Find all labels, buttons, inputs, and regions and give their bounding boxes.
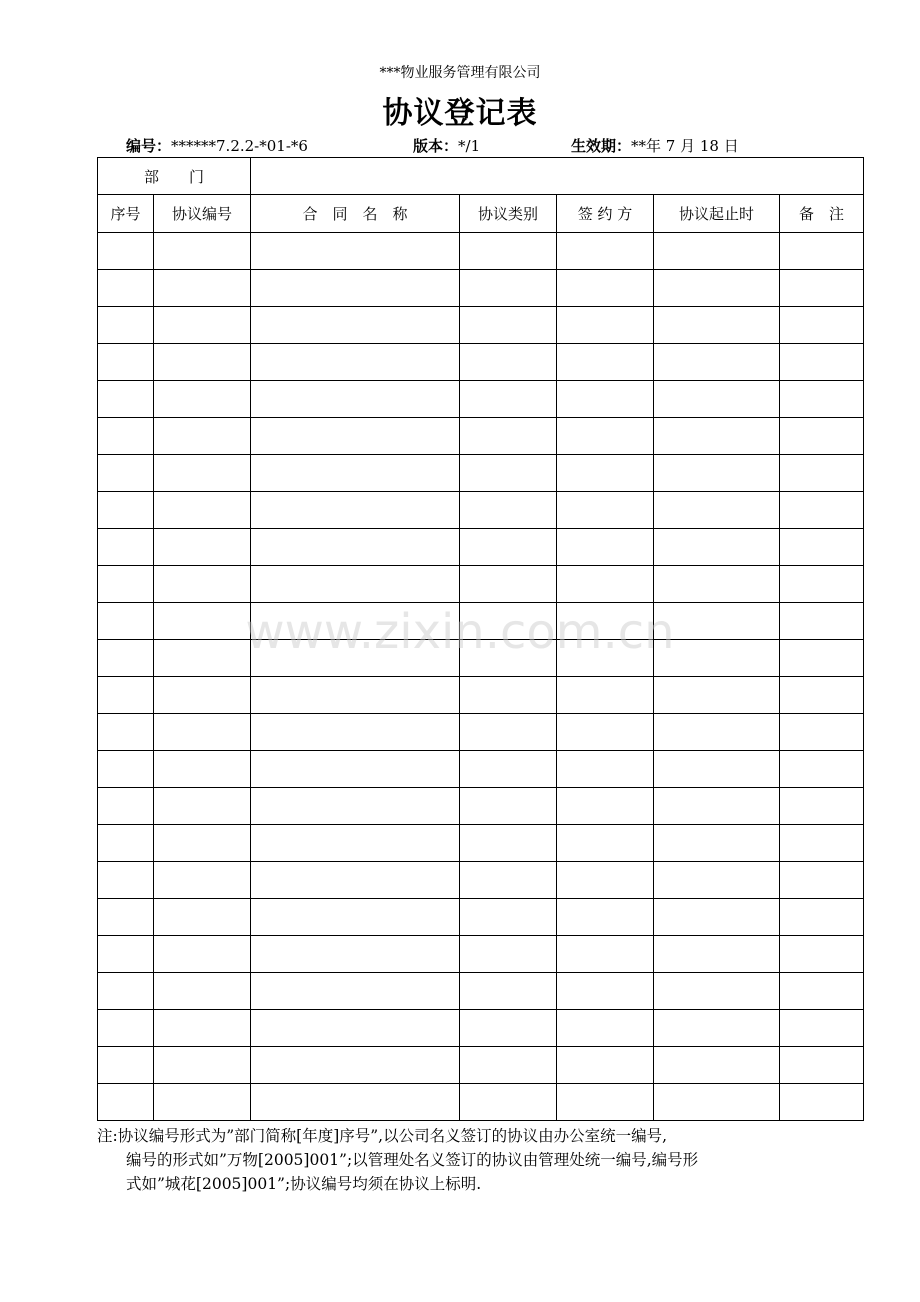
table-row <box>98 751 864 788</box>
cell-agreement-type[interactable] <box>460 862 557 899</box>
cell-contract-name[interactable] <box>251 751 460 788</box>
cell-remarks[interactable] <box>780 973 864 1010</box>
cell-agreement-no[interactable] <box>154 1084 251 1121</box>
cell-period[interactable] <box>654 973 780 1010</box>
cell-remarks[interactable] <box>780 418 864 455</box>
cell-signatory[interactable] <box>557 899 654 936</box>
cell-contract-name[interactable] <box>251 862 460 899</box>
cell-agreement-no[interactable] <box>154 640 251 677</box>
cell-remarks[interactable] <box>780 603 864 640</box>
cell-agreement-no[interactable] <box>154 825 251 862</box>
table-row <box>98 1010 864 1047</box>
cell-contract-name[interactable] <box>251 270 460 307</box>
cell-remarks[interactable] <box>780 1010 864 1047</box>
col-header-remarks: 备 注 <box>780 195 864 233</box>
col-header-agreement-type: 协议类别 <box>460 195 557 233</box>
cell-agreement-type[interactable] <box>460 788 557 825</box>
cell-seq[interactable] <box>98 825 154 862</box>
cell-signatory[interactable] <box>557 455 654 492</box>
footnote-line-3: 式如”城花[2005]001”;协议编号均须在协议上标明. <box>126 1175 482 1193</box>
cell-agreement-type[interactable] <box>460 1047 557 1084</box>
cell-remarks[interactable] <box>780 1084 864 1121</box>
cell-agreement-type[interactable] <box>460 603 557 640</box>
table-row <box>98 1084 864 1121</box>
cell-seq[interactable] <box>98 899 154 936</box>
cell-signatory[interactable] <box>557 677 654 714</box>
page-title: 协议登记表 <box>382 96 538 131</box>
form-version-label: 版本： <box>413 137 459 155</box>
cell-remarks[interactable] <box>780 751 864 788</box>
cell-seq[interactable] <box>98 936 154 973</box>
cell-signatory[interactable] <box>557 640 654 677</box>
cell-contract-name[interactable] <box>251 455 460 492</box>
cell-period[interactable] <box>654 1084 780 1121</box>
table-row <box>98 677 864 714</box>
effective-date-value: **年 7 月 18 日 <box>631 137 739 155</box>
cell-period[interactable] <box>654 677 780 714</box>
cell-remarks[interactable] <box>780 455 864 492</box>
cell-period[interactable] <box>654 381 780 418</box>
cell-signatory[interactable] <box>557 1010 654 1047</box>
cell-seq[interactable] <box>98 640 154 677</box>
cell-seq[interactable] <box>98 788 154 825</box>
cell-signatory[interactable] <box>557 270 654 307</box>
cell-remarks[interactable] <box>780 677 864 714</box>
cell-agreement-no[interactable] <box>154 862 251 899</box>
cell-signatory[interactable] <box>557 751 654 788</box>
cell-agreement-type[interactable] <box>460 936 557 973</box>
cell-agreement-type[interactable] <box>460 677 557 714</box>
cell-contract-name[interactable] <box>251 788 460 825</box>
cell-signatory[interactable] <box>557 492 654 529</box>
cell-seq[interactable] <box>98 1010 154 1047</box>
cell-period[interactable] <box>654 788 780 825</box>
table-row <box>98 233 864 270</box>
form-code <box>126 135 308 156</box>
cell-agreement-no[interactable] <box>154 1047 251 1084</box>
cell-remarks[interactable] <box>780 788 864 825</box>
cell-seq[interactable] <box>98 381 154 418</box>
cell-contract-name[interactable] <box>251 1084 460 1121</box>
cell-agreement-type[interactable] <box>460 566 557 603</box>
col-header-agreement-no: 协议编号 <box>154 195 251 233</box>
cell-agreement-no[interactable] <box>154 1010 251 1047</box>
table-row <box>98 640 864 677</box>
cell-agreement-type[interactable] <box>460 381 557 418</box>
cell-agreement-no[interactable] <box>154 936 251 973</box>
cell-contract-name[interactable] <box>251 936 460 973</box>
cell-seq[interactable] <box>98 233 154 270</box>
cell-signatory[interactable] <box>557 418 654 455</box>
cell-seq[interactable] <box>98 603 154 640</box>
table-row <box>98 270 864 307</box>
agreement-register-table <box>97 157 864 1121</box>
cell-period[interactable] <box>654 714 780 751</box>
cell-agreement-type[interactable] <box>460 492 557 529</box>
cell-contract-name[interactable] <box>251 825 460 862</box>
cell-agreement-type[interactable] <box>460 344 557 381</box>
table-row <box>98 566 864 603</box>
cell-agreement-type[interactable] <box>460 418 557 455</box>
cell-seq[interactable] <box>98 455 154 492</box>
cell-period[interactable] <box>654 640 780 677</box>
table-row <box>98 788 864 825</box>
cell-agreement-no[interactable] <box>154 899 251 936</box>
cell-remarks[interactable] <box>780 492 864 529</box>
cell-seq[interactable] <box>98 566 154 603</box>
cell-period[interactable] <box>654 1010 780 1047</box>
cell-seq[interactable] <box>98 529 154 566</box>
cell-contract-name[interactable] <box>251 529 460 566</box>
cell-contract-name[interactable] <box>251 899 460 936</box>
cell-signatory[interactable] <box>557 529 654 566</box>
cell-signatory[interactable] <box>557 233 654 270</box>
table-row <box>98 418 864 455</box>
cell-remarks[interactable] <box>780 566 864 603</box>
table-row <box>98 492 864 529</box>
cell-contract-name[interactable] <box>251 973 460 1010</box>
cell-agreement-no[interactable] <box>154 418 251 455</box>
cell-agreement-no[interactable] <box>154 714 251 751</box>
cell-seq[interactable] <box>98 307 154 344</box>
cell-agreement-no[interactable] <box>154 566 251 603</box>
cell-signatory[interactable] <box>557 566 654 603</box>
cell-contract-name[interactable] <box>251 1047 460 1084</box>
cell-period[interactable] <box>654 566 780 603</box>
cell-seq[interactable] <box>98 1047 154 1084</box>
cell-period[interactable] <box>654 492 780 529</box>
cell-signatory[interactable] <box>557 307 654 344</box>
cell-seq[interactable] <box>98 418 154 455</box>
watermark: www.zixin.com.cn <box>245 604 675 660</box>
cell-remarks[interactable] <box>780 270 864 307</box>
cell-agreement-no[interactable] <box>154 603 251 640</box>
cell-period[interactable] <box>654 603 780 640</box>
cell-agreement-type[interactable] <box>460 1010 557 1047</box>
col-header-seq: 序号 <box>98 195 154 233</box>
cell-contract-name[interactable] <box>251 1010 460 1047</box>
table-row <box>98 714 864 751</box>
cell-contract-name[interactable] <box>251 603 460 640</box>
cell-remarks[interactable] <box>780 862 864 899</box>
cell-remarks[interactable] <box>780 899 864 936</box>
cell-seq[interactable] <box>98 862 154 899</box>
department-row <box>98 158 864 195</box>
cell-period[interactable] <box>654 455 780 492</box>
cell-agreement-type[interactable] <box>460 714 557 751</box>
cell-contract-name[interactable] <box>251 492 460 529</box>
cell-contract-name[interactable] <box>251 640 460 677</box>
cell-remarks[interactable] <box>780 381 864 418</box>
cell-seq[interactable] <box>98 751 154 788</box>
footnote-line-1: 注:协议编号形式为”部门简称[年度]序号”,以公司名义签订的协议由办公室统一编号, <box>97 1127 668 1145</box>
cell-remarks[interactable] <box>780 714 864 751</box>
form-code-value: ******7.2.2-*01-*6 <box>171 137 308 155</box>
cell-signatory[interactable] <box>557 862 654 899</box>
table-row <box>98 307 864 344</box>
cell-agreement-type[interactable] <box>460 529 557 566</box>
cell-agreement-no[interactable] <box>154 973 251 1010</box>
cell-period[interactable] <box>654 825 780 862</box>
cell-remarks[interactable] <box>780 825 864 862</box>
cell-agreement-type[interactable] <box>460 751 557 788</box>
cell-agreement-type[interactable] <box>460 899 557 936</box>
cell-signatory[interactable] <box>557 825 654 862</box>
cell-remarks[interactable] <box>780 1047 864 1084</box>
cell-contract-name[interactable] <box>251 677 460 714</box>
cell-remarks[interactable] <box>780 233 864 270</box>
cell-agreement-type[interactable] <box>460 825 557 862</box>
cell-agreement-no[interactable] <box>154 751 251 788</box>
form-code-label: 编号： <box>126 137 172 155</box>
cell-contract-name[interactable] <box>251 418 460 455</box>
cell-contract-name[interactable] <box>251 566 460 603</box>
cell-remarks[interactable] <box>780 307 864 344</box>
table-row <box>98 603 864 640</box>
cell-agreement-no[interactable] <box>154 677 251 714</box>
table-row <box>98 825 864 862</box>
form-version-value: */1 <box>458 137 481 155</box>
col-header-contract-name: 合 同 名 称 <box>251 195 460 233</box>
cell-signatory[interactable] <box>557 344 654 381</box>
table-row <box>98 455 864 492</box>
cell-seq[interactable] <box>98 344 154 381</box>
cell-remarks[interactable] <box>780 936 864 973</box>
cell-period[interactable] <box>654 233 780 270</box>
department-cell[interactable] <box>251 158 864 195</box>
cell-signatory[interactable] <box>557 714 654 751</box>
cell-agreement-no[interactable] <box>154 270 251 307</box>
col-header-signatory: 签 约 方 <box>557 195 654 233</box>
cell-period[interactable] <box>654 1047 780 1084</box>
cell-agreement-type[interactable] <box>460 307 557 344</box>
cell-signatory[interactable] <box>557 381 654 418</box>
table-row <box>98 899 864 936</box>
cell-seq[interactable] <box>98 1084 154 1121</box>
cell-contract-name[interactable] <box>251 381 460 418</box>
cell-agreement-no[interactable] <box>154 307 251 344</box>
cell-seq[interactable] <box>98 973 154 1010</box>
table-row <box>98 862 864 899</box>
cell-period[interactable] <box>654 862 780 899</box>
table-row <box>98 381 864 418</box>
cell-signatory[interactable] <box>557 1047 654 1084</box>
cell-signatory[interactable] <box>557 1084 654 1121</box>
cell-agreement-no[interactable] <box>154 381 251 418</box>
footnote <box>97 1124 837 1196</box>
table-row <box>98 936 864 973</box>
cell-period[interactable] <box>654 751 780 788</box>
cell-agreement-type[interactable] <box>460 455 557 492</box>
cell-signatory[interactable] <box>557 936 654 973</box>
cell-period[interactable] <box>654 529 780 566</box>
cell-agreement-no[interactable] <box>154 344 251 381</box>
department-label: 部 门 <box>98 158 251 195</box>
cell-agreement-type[interactable] <box>460 270 557 307</box>
footnote-line-2: 编号的形式如”万物[2005]001”;以管理处名义签订的协议由管理处统一编号,编号形 <box>126 1151 699 1169</box>
cell-contract-name[interactable] <box>251 307 460 344</box>
effective-date-label: 生效期： <box>571 137 632 155</box>
cell-agreement-type[interactable] <box>460 640 557 677</box>
cell-period[interactable] <box>654 307 780 344</box>
cell-remarks[interactable] <box>780 344 864 381</box>
cell-agreement-type[interactable] <box>460 973 557 1010</box>
cell-agreement-no[interactable] <box>154 788 251 825</box>
cell-seq[interactable] <box>98 677 154 714</box>
cell-period[interactable] <box>654 270 780 307</box>
company-name: ***物业服务管理有限公司 <box>379 65 541 81</box>
cell-signatory[interactable] <box>557 603 654 640</box>
cell-period[interactable] <box>654 936 780 973</box>
cell-contract-name[interactable] <box>251 233 460 270</box>
header-row <box>98 195 864 233</box>
cell-contract-name[interactable] <box>251 714 460 751</box>
cell-signatory[interactable] <box>557 788 654 825</box>
cell-remarks[interactable] <box>780 640 864 677</box>
cell-agreement-no[interactable] <box>154 529 251 566</box>
cell-period[interactable] <box>654 899 780 936</box>
table-row <box>98 973 864 1010</box>
cell-period[interactable] <box>654 418 780 455</box>
cell-seq[interactable] <box>98 714 154 751</box>
cell-contract-name[interactable] <box>251 344 460 381</box>
cell-seq[interactable] <box>98 270 154 307</box>
cell-agreement-no[interactable] <box>154 492 251 529</box>
table-row <box>98 344 864 381</box>
cell-agreement-type[interactable] <box>460 1084 557 1121</box>
cell-agreement-no[interactable] <box>154 455 251 492</box>
col-header-period: 协议起止时 <box>654 195 780 233</box>
form-version <box>413 135 480 156</box>
cell-period[interactable] <box>654 344 780 381</box>
table-row <box>98 529 864 566</box>
cell-seq[interactable] <box>98 492 154 529</box>
cell-agreement-type[interactable] <box>460 233 557 270</box>
cell-agreement-no[interactable] <box>154 233 251 270</box>
table-row <box>98 1047 864 1084</box>
cell-signatory[interactable] <box>557 973 654 1010</box>
effective-date <box>571 135 739 156</box>
cell-remarks[interactable] <box>780 529 864 566</box>
